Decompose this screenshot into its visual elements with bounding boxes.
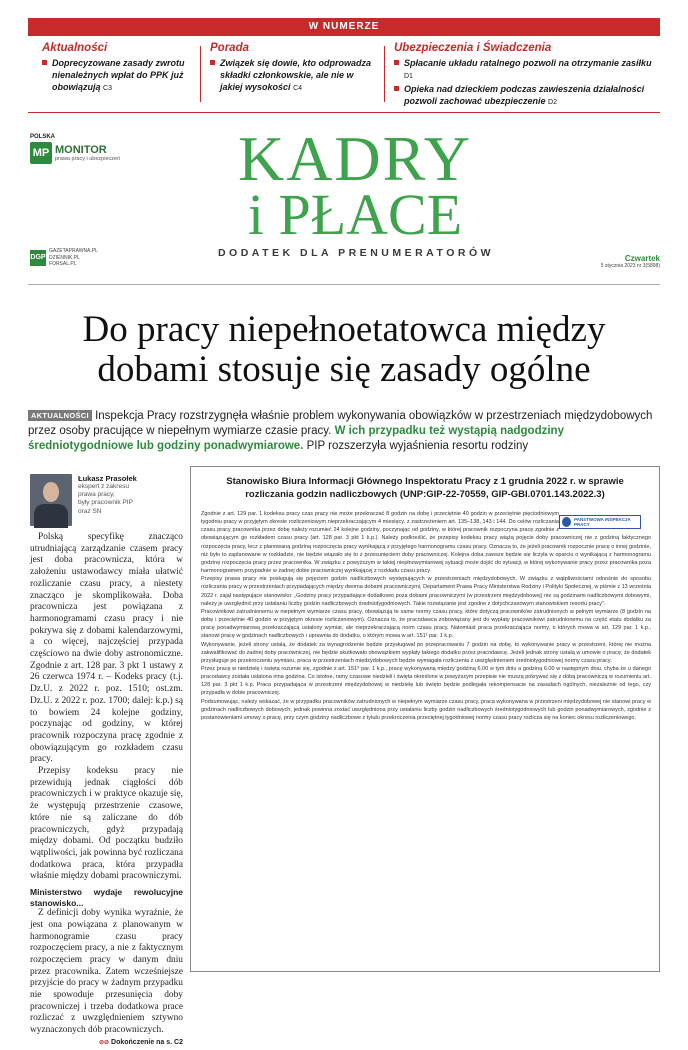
polska-label: POLSKA [30, 134, 56, 140]
continued-mark: ⊘⊘ [99, 1039, 110, 1046]
section-tag: AKTUALNOŚCI [28, 410, 92, 421]
box-text [201, 510, 651, 965]
mp-logo-tagline: prawa pracy i ubezpieczeń [55, 156, 121, 162]
pip-logo-text: PAŃSTWOWA INSPEKCJA PRACY [573, 517, 631, 527]
author-desc: prawa pracy, [78, 491, 115, 499]
teaser-item-text: Spłacanie układu ratalnego pozwoli na otrzymanie zasiłku [404, 58, 652, 68]
box-paragraph: Wykonywanie, jeżeli strony ustalą, że dodatek za wynagrodzenie będzie przysługiwał po przepracowaniu 7 godzin na dobę, to wykonywanie pracy w przestrzeni, której nie można zakwalifikować do żadnej doby pracowniczej, nie będzie skutkowało obowiązkiem wypłaty takiego dodatku przez pracodawcę. Jeżeli jednak strony ustalą w umowie o pracę, że dodatek przysługuje po przekroczeniu wymiaru, praca w przestrzeniach międzydobowych będzie wymagała rozliczenia z uwzględnieniem średniotygodniowej normy czasu pracy. [201, 641, 651, 664]
lead-text: Inspekcja Pracy rozstrzygnęła właśnie problem wykonywania obowiązków w przestrzeniach międzydobowych przez osoby pracujące w niepełnym wymiarze czasie pracy. [28, 410, 653, 437]
teaser-aktualnosci[interactable] [42, 42, 192, 104]
issue-day: Czwartek [624, 254, 660, 263]
article-paragraph: Przepisy kodeksu pracy nie przewidują jednak ciągłości dób pracowniczych i w praktyce okazuje się, że występują przestrzenie czasowe, które nie są zaliczane do dób pracowniczych, gdyż przypadają między dobami. Od początku budziło wątpliwości, jak powinna być rozliczana dodatkowa praca, która przypadła właśnie między dobami pracowniczymi. [30, 766, 183, 882]
continued-link[interactable] [30, 1037, 183, 1050]
box-paragraph: Przepisy prawa pracy nie posługują się pojęciem godzin nadliczbowych występujących w przestrzeniach międzydobowych. W związku z wątpliwościami odnośnie do sposobu rozliczania pracy w przestrzeniach przypadających między dwoma dobami pracowniczymi, Departament Prawa Pracy Ministerstwa Rodziny i Polityki Społecznej, w piśmie z 13 września 2022 r. zajął następujące stanowisko: „Godziny pracy przypadające dodatkowo poza dobami pracowniczymi (w przestrzeni międzydobowej) nie są godzinami nadliczbowymi dobowymi, należy je uwzględnić przy ustalaniu liczby godzin nadliczbowych średniotygodniowych. Takie rozwiązanie jest zgodne z dotychczasowym stanowiskiem resortu pracy". [201, 576, 651, 607]
pip-statement-box [190, 466, 660, 972]
mp-logo-name: MONITOR [55, 144, 107, 156]
article-subheading: Ministerstwo wydaje rewolucyjne stanowisko... [30, 887, 183, 908]
article-paragraph: Z definicji doby wynika wyraźnie, że jest ona powiązana z planowanym w harmonogramie czasu pracy rozpoczęciem pracy, a nie z faktycznym rozpoczęciem pracy w danym dniu przez pracownika. Zatem wcześniejsze przyjście do pracy w żadnym przypadku nie spowoduje przesunięcia doby pracowniczej i trzeba dodatkowa prace rozliczać z uwzględnieniem sztywno wyznaczonych dób pracowniczych. [30, 908, 183, 1036]
lead-highlight: W ich przypadku też wystąpią nadgodziny średniotygodniowe lub godziny ponadwymiarowe. [28, 425, 564, 452]
box-paragraph: Zgodnie z art. 129 par. 1 kodeksu pracy czas pracy nie może przekraczać 8 godzin na dobę i przeciętnie 40 godzin w przeciętnie pięciodniowym tygodniu pracy w przyjętym okresie rozliczeniowym nieprzekraczającym 4 miesięcy, z zastrzeżeniem art. 135–138, 143 i 144. Do celów rozliczania czasu pracy pracownika przez dobę należy rozumieć 24 kolejne godziny, poczynając od godziny, w której pracownik rozpoczyna pracę zgodnie z obowiązującym go rozkładem czasu pracy (art. 128 par. 3 pkt 1 k.p.). Należy podkreślić, że przepisy kodeksu pracy wiążą pojęcie doby pracowniczej nie z godziną faktycznego rozpoczęcia pracy, lecz z planowaną godziną rozpoczęcia pracy wynikającą z przyjętego harmonogramu czasu pracy. Oznacza to, że jeżeli pracownik rozpocznie pracę o innej godzinie, niż było to zaplanowane w rozkładzie, nie będzie wiązało się to z przesunięciem doby pracowniczej. Kolejna doba zawsze będzie się liczyła w oparciu o wynikającą z harmonogramu godzinę rozpoczęcia pracy przez pracownika. W związku z powyższym w takiej niepłnowymiarowej sytuacji może dojść do sytuacji, w której wykonywanie pracy przez pracownika poza harmonogramem przypadnie w żadnej dobie pracowniczej wynikającej z rozkładu czasu pracy. [201, 511, 651, 575]
teaser-item-text: Doprecyzowane zasady zwrotu nienależnych wpłat do PPK już obowiązują [52, 58, 185, 92]
dgp-line: DZIENNIK.PL [49, 254, 80, 261]
teaser-heading: Porada [210, 42, 249, 54]
box-title: Stanowisko Biura Informacji Głównego Inspektoratu Pracy z 1 grudnia 2022 r. w sprawie rozliczania godzin nadliczbowych (UNP:GIP-22-70559, GIP-GBI.0701.143.2022.3) [226, 476, 624, 500]
dgp-line: FORSAL.PL [49, 261, 77, 267]
mp-logo-icon: MP [30, 142, 52, 164]
dgp-line: GAZETAPRAWNA.PL [49, 248, 98, 254]
divider [200, 46, 201, 102]
teaser-item-text: Opieka nad dzieckiem podczas zawieszenia działalności pozwoli zachować ubezpieczenie [404, 84, 645, 106]
teaser-item-page: D2 [548, 99, 557, 106]
issue-date [601, 254, 660, 269]
lead [28, 408, 660, 454]
author-desc: oraz SN [78, 507, 102, 515]
monitor-logo [30, 134, 140, 164]
box-paragraph: Przez pracę w niedzielę i święta rozumie się, zgodnie z art. 151⁹ par. 1 k.p., pracę wykonywaną między godziną 6.00 w tym dniu a godziną 6.00 w następnym dniu, chyba że u danego pracodawcy została ustalona inna godzina. Co istotne, ramy czasowe niedzieli i święta określone w powyższym przepisie nie muszą pokrywać się z dobą pracowniczą w rozumieniu art. 128 par. 3 pkt 1 k.p. Praca przypadająca w przestrzeni międzydobowej w niedzielę lub święto będzie podlegała rekompensacie na zasadach ogólnych, niezależnie od tego, czy przypadła w dobie pracowniczej. [201, 665, 651, 697]
article-column [30, 532, 183, 1050]
masthead-line1: KADRY [237, 123, 473, 194]
box-paragraph: Pracownikowi zatrudnionemu w niepełnym wymiarze czasu pracy, obowiązują te same normy czasu pracy, które dotyczą pracowników zatrudnionych w pełnym wymiarze (8 godzin na dobę i przeciętnie 40 godzin w przyjętym okresie rozliczeniowym). Oznacza to, że pracodawca zobowiązany jest do wypłaty pracownikowi zatrudnionemu na część etatu dodatku za pracę ponadwymiarową przekraczającą ustalony wymiar, ale nieprzekraczającą norm czasu pracy. Natomiast praca przekraczająca normy, o których mowa w art. 129 par. 1 k.p., stanowi pracę w godzinach nadliczbowych i uprawnia do dodatku, o którym mowa w art. 151¹ par. 1 k.p. [201, 608, 651, 640]
lead-text-end: PIP rozszerzyła wyjaśnienia resortu rodziny [303, 440, 529, 452]
teasers [28, 42, 660, 104]
author-photo [30, 474, 72, 526]
teaser-ubezpieczenia[interactable] [394, 42, 660, 104]
author-name: Łukasz Prasołek [78, 474, 137, 483]
in-this-issue-bar [28, 18, 660, 36]
issue-details: 5 stycznia 2023 nr 3(5898) [600, 263, 660, 269]
article-paragraph: Polską specyfikę znacząco utrudniającą zarządzanie czasem pracy jest doba pracownicza, która w założeniu ustawodawcy miała ułatwić rozliczanie czasu pracy, a niestety znacząco je skomplikowała. Doba pracownicza jest powiązana z harmonogramami czasu pracy i nie pokrywa się z dobami kalendarzowymi, a co więcej, najczęściej przypada częściowo na dwie doby astronomiczne. Zgodnie z art. 128 par. 3 pkt 1 ustawy z 26 czerwca 1974 r. – Kodeks pracy (t.j. Dz.U. z 2022 r. poz. 1510; ost.zm. Dz.U. z 2022 r. poz. 1700; dalej: k.p.) są to bowiem 24 kolejne godziny, poczynając od godziny, w której pracownik rozpoczyna pracę zgodnie z obowiązującym go rozkładem czasu pracy. [30, 532, 183, 765]
dgp-logo-icon: DGP [30, 250, 46, 266]
masthead-subtitle: DODATEK DLA PRENUMERATORÓW [217, 247, 495, 259]
continued-text: Dokończenie na s. C2 [111, 1038, 183, 1046]
teaser-heading: Ubezpieczenia i Świadczenia [394, 42, 552, 54]
box-paragraph: Podsumowując, należy wskazać, że w przypadku pracowników zatrudnionych w niepełnym wymiarze czasu pracy, praca wykonywana w przestrzeni międzydobowej nie stanowi pracy w godzinach nadliczbowych dobowych, jednak powinna zostać uwzględniona przy ustalaniu liczby godzin nadliczbowych średniotygodniowych lub godzin ponadwymiarowych, zgodnie z postanowieniami umowy o pracę, przy czym godziny nadliczbowe z tytułu przekroczenia przeciętnej tygodniowej normy czasu pracy rozlicza się na koniec okresu rozliczeniowego. [201, 698, 651, 721]
teaser-item-page: C3 [103, 85, 112, 92]
author-desc: ekspert z zakresu [78, 483, 129, 490]
masthead-line2: i PŁACE [247, 182, 463, 247]
masthead [200, 123, 510, 247]
divider [28, 112, 660, 113]
author-desc: były pracownik PIP [78, 499, 133, 507]
divider [384, 46, 385, 102]
teaser-item[interactable] [210, 57, 378, 95]
divider [28, 284, 660, 285]
author-block [30, 474, 170, 526]
teaser-item-page: C4 [293, 85, 303, 92]
teaser-heading: Aktualności [42, 42, 108, 54]
teaser-item[interactable] [42, 57, 192, 95]
teaser-porada[interactable] [210, 42, 378, 104]
headline: Do pracy niepełnoetatowca między dobami stosuje się zasady ogólne [82, 309, 606, 390]
teaser-item-page: D1 [404, 73, 413, 80]
dgp-logo [30, 248, 98, 268]
teaser-item[interactable] [394, 57, 660, 83]
in-this-issue-label: W NUMERZE [308, 21, 380, 32]
teaser-item[interactable] [394, 83, 660, 109]
teaser-item-text: Związek się dowie, kto odprowadza składki członkowskie, ale nie w jakiej wysokości [220, 58, 372, 92]
